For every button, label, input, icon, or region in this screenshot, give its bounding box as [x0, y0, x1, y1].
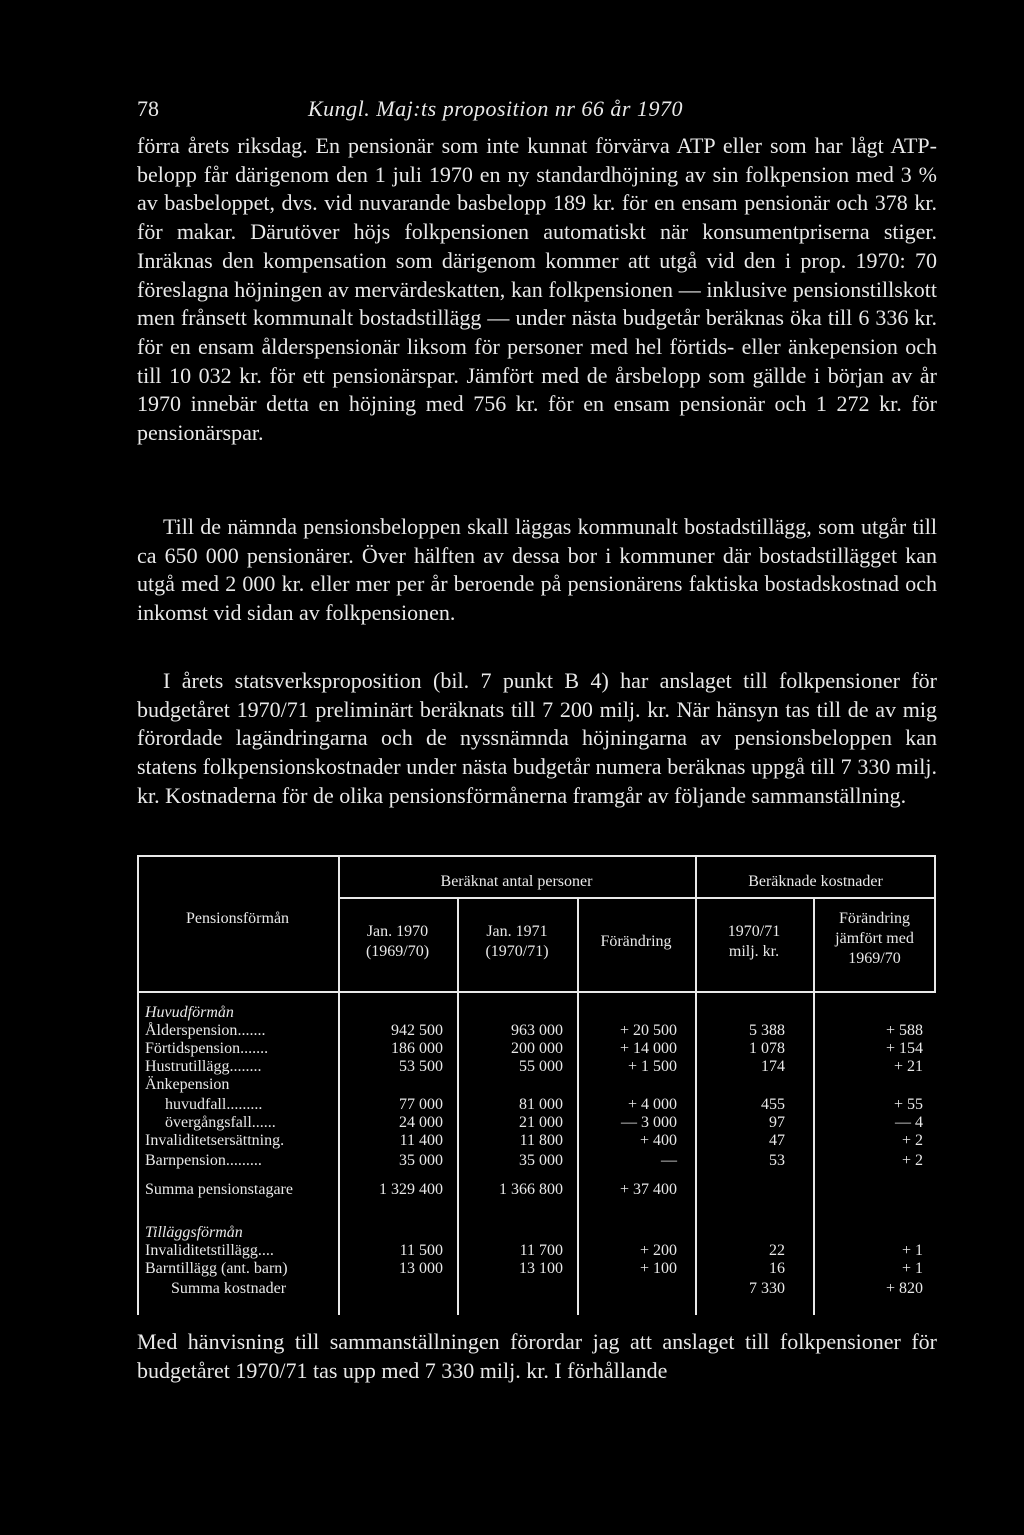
row-label — [145, 1022, 265, 1040]
paragraph-4: Med hänvisning till sammanställningen förordar jag att anslaget till folkpensioner för budgetåret 1970/71 tas upp med 7 330 milj. kr. I förhållande — [137, 1329, 937, 1383]
paragraph-3: I årets statsverksproposition (bil. 7 punkt B 4) har anslaget till folkpensioner för budgetåret 1970/71 preliminärt beräknats till 7 200 milj. kr. När hänsyn tas till de av mig förordade lagändringarna och de nyssnämnda höjningarna av pensionsbeloppen kan statens folkpensionskostnader under nästa budgetår numera beräknas uppgå till 7 330 milj. kr. Kostnaderna för de olika pensionsförmånerna framgår av följande sammanställning. — [137, 668, 937, 808]
cell-cost: 5 388 — [749, 1022, 785, 1039]
cell-chg: + 200 — [639, 1242, 677, 1259]
cell-chg: + 20 500 — [619, 1022, 677, 1039]
row-label — [145, 1132, 284, 1150]
row-label-text: Hustrutillägg — [145, 1058, 230, 1075]
cell-chg: + 37 400 — [619, 1181, 677, 1198]
table-group-rule — [338, 897, 936, 899]
cell-chg: + 4 000 — [627, 1096, 677, 1113]
row-label-text: Förtidspension — [145, 1040, 241, 1057]
cell-costchg: — 4 — [895, 1114, 923, 1131]
cell-costchg: + 55 — [893, 1096, 923, 1113]
cell-cost: 7 330 — [749, 1280, 785, 1297]
cell-jan71: 11 700 — [519, 1242, 563, 1259]
header-jan71-sub: (1970/71) — [485, 943, 549, 960]
row-label-text: huvudfall — [165, 1096, 227, 1113]
cell-cost: 455 — [761, 1096, 785, 1113]
cell-costchg: + 588 — [885, 1022, 923, 1039]
cell-chg: + 14 000 — [619, 1040, 677, 1057]
cell-costchg: + 2 — [901, 1132, 923, 1149]
row-label — [145, 1152, 262, 1170]
header-jan71: Jan. 1971 — [486, 923, 548, 940]
row-label — [145, 1058, 261, 1076]
cell-cost: 22 — [769, 1242, 785, 1259]
row-label-text: Änkepension — [145, 1076, 230, 1093]
pension-cost-table — [137, 855, 936, 1315]
cell-costchg: + 2 — [901, 1152, 923, 1169]
cell-costchg: + 21 — [893, 1058, 923, 1075]
cell-chg: + 400 — [639, 1132, 677, 1149]
table-top-rule — [137, 855, 936, 857]
cell-cost: 16 — [769, 1260, 785, 1277]
cell-jan70: 53 500 — [399, 1058, 443, 1075]
row-label — [145, 1242, 274, 1260]
header-cost: 1970/71 — [727, 923, 781, 940]
cell-jan70: 24 000 — [399, 1114, 443, 1131]
row-leader-dots: ......... — [226, 1096, 263, 1113]
row-label-text: Summa pensionstagare — [145, 1181, 293, 1198]
cell-jan71: 200 000 — [511, 1040, 563, 1057]
cell-costchg: + 1 — [901, 1242, 923, 1259]
row-label — [145, 1260, 288, 1278]
paragraph-1: förra årets riksdag. En pensionär som inte kunnat förvärva ATP eller som har lågt ATP-belopp får därigenom den 1 juli 1970 en ny standardhöjning av sin folkpension med 3 % av basbeloppet, dvs. vid nuvarande basbelopp 189 kr. för en ensam pensionär och 378 kr. för makar. Därutöver höjs folkpensionen automatiskt när konsumentpriserna stiger. Inräknas den kompensation som därigenom kommer att utgå vid den i prop. 1970: 70 föreslagna höjningen av mervärdeskatten, kan folkpensionen — inklusive pensionstillskott men frånsett kommunalt bostadstillägg — under nästa budgetår beräknas öka till 6 336 kr. för en ensam ålderspensionär liksom för personer med hel förtids- eller änkepension och till 10 032 kr. för ett pensionärspar. Jämfört med de årsbelopp som gällde i början av år 1970 innebär detta en höjning med 756 kr. för en ensam pensionär och 1 272 kr. för pensionärspar. — [137, 133, 937, 446]
table-header-rule — [137, 991, 936, 993]
cell-jan71: 35 000 — [519, 1152, 563, 1169]
row-leader-dots: ...... — [251, 1114, 276, 1131]
cell-chg: — — [661, 1152, 677, 1169]
header-jan70: Jan. 1970 — [366, 923, 429, 940]
cell-jan70: 77 000 — [399, 1096, 443, 1113]
cell-chg: — 3 000 — [621, 1114, 677, 1131]
section-extra-heading: Tilläggsförmån — [145, 1224, 243, 1241]
cell-jan71: 55 000 — [519, 1058, 563, 1075]
cell-jan70: 186 000 — [391, 1040, 443, 1057]
row-label-text: Invaliditetsersättning — [145, 1132, 281, 1149]
cell-costchg: + 154 — [885, 1040, 923, 1057]
header-change: Förändring — [600, 933, 672, 950]
row-label — [145, 1076, 229, 1094]
row-label-text: Summa kostnader — [171, 1280, 287, 1297]
header-cost-sub: milj. kr. — [728, 943, 780, 960]
paragraph-2: Till de nämnda pensionsbeloppen skall läggas kommunalt bostadstillägg, som utgår till ca 650 000 pensionärer. Över hälften av dessa bor i kommuner där bostadstillägget kan utgå med 2 000 kr. eller mer per år beroende på pensionärens faktiska bostadskostnad och inkomst vid sidan av folkpensionen. — [137, 514, 937, 626]
row-leader-dots: ........ — [229, 1058, 262, 1075]
row-label-text: Invaliditetstillägg — [145, 1242, 258, 1259]
row-label — [145, 1040, 268, 1058]
row-leader-dots: ....... — [240, 1040, 269, 1057]
cell-jan70: 942 500 — [391, 1022, 443, 1039]
section-main-heading: Huvudförmån — [145, 1004, 234, 1021]
cell-jan70: 13 000 — [399, 1260, 443, 1277]
cell-jan70: 1 329 400 — [379, 1181, 443, 1198]
row-label-text: övergångsfall — [165, 1114, 252, 1131]
cell-cost: 97 — [769, 1114, 785, 1131]
header-costchg-sub: jämfört med — [835, 930, 914, 947]
header-costs: Beräknade kostnader — [748, 873, 883, 890]
row-label-text: Ålderspension — [145, 1022, 238, 1039]
row-label — [171, 1280, 286, 1298]
page-number: 78 — [137, 96, 159, 121]
row-label-text: Barnpension — [145, 1152, 226, 1169]
row-leader-dots: ......... — [225, 1152, 262, 1169]
cell-cost: 1 078 — [749, 1040, 785, 1057]
cell-cost: 53 — [769, 1152, 785, 1169]
cell-jan71: 21 000 — [519, 1114, 563, 1131]
cell-jan71: 13 100 — [519, 1260, 563, 1277]
cell-jan71: 963 000 — [511, 1022, 563, 1039]
cell-cost: 174 — [761, 1058, 785, 1075]
header-jan70-sub: (1969/70) — [365, 943, 430, 960]
cell-jan70: 11 400 — [399, 1132, 443, 1149]
cell-jan70: 11 500 — [399, 1242, 443, 1259]
cell-chg: + 100 — [639, 1260, 677, 1277]
header-persons: Beräknat antal personer — [440, 873, 593, 890]
cell-cost: 47 — [769, 1132, 785, 1149]
cell-jan71: 1 366 800 — [499, 1181, 563, 1198]
row-leader-dots: . — [280, 1132, 285, 1149]
cell-jan70: 35 000 — [399, 1152, 443, 1169]
row-label — [165, 1096, 262, 1114]
header-benefit: Pensionsförmån — [185, 910, 290, 927]
cell-chg: + 1 500 — [627, 1058, 677, 1075]
row-leader-dots: .... — [257, 1242, 274, 1259]
row-leader-dots: ....... — [237, 1022, 266, 1039]
header-costchg: Förändring — [838, 910, 911, 927]
cell-costchg: + 1 — [901, 1260, 923, 1277]
row-label-text: Barntillägg (ant. barn) — [145, 1260, 288, 1277]
row-label — [165, 1114, 276, 1132]
running-title: Kungl. Maj:ts proposition nr 66 år 1970 — [308, 96, 683, 121]
cell-jan71: 81 000 — [519, 1096, 563, 1113]
header-costchg-year: 1969/70 — [848, 950, 901, 967]
cell-jan71: 11 800 — [519, 1132, 563, 1149]
row-label — [145, 1181, 293, 1199]
cell-costchg: + 820 — [885, 1280, 923, 1297]
